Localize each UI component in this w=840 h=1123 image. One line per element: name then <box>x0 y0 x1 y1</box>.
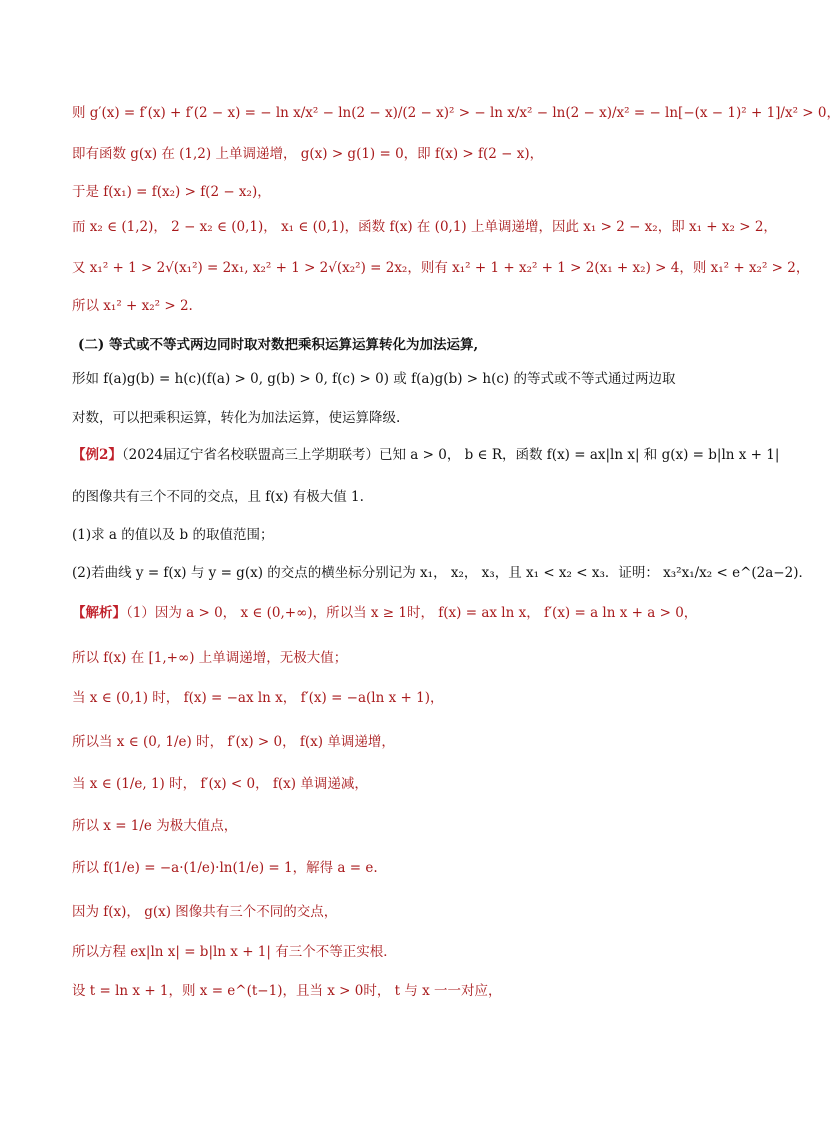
example-source: （2024届辽宁省名校联盟高三上学期联考）已知 a > 0， b ∈ R，函数 f(x) = ax|ln x| 和 g(x) = b|ln x + 1| <box>121 447 780 463</box>
section-heading: (二) 等式或不等式两边同时取对数把乘积运算运算转化为加法运算, <box>78 337 479 353</box>
section-description-2: 对数，可以把乘积运算，转化为加法运算，使运算降级. <box>72 410 401 426</box>
analysis-line-9: 所以方程 ex|ln x| = b|ln x + 1| 有三个不等正实根． <box>72 944 397 960</box>
question-1: (1)求 a 的值以及 b 的取值范围； <box>72 527 274 543</box>
analysis-line-6: 所以 x = 1/e 为极大值点， <box>72 818 238 834</box>
analysis-line-3: 当 x ∈ (0,1) 时， f(x) = −ax ln x， f′(x) = −a(ln x + 1)， <box>72 690 444 706</box>
analysis-line-8: 因为 f(x)， g(x) 图像共有三个不同的交点， <box>72 904 338 920</box>
question-2: (2)若曲线 y = f(x) 与 y = g(x) 的交点的横坐标分别记为 x₁， x₂， x₃，且 x₁ < x₂ < x₃．证明： x₃²x₁/x₂ < e^(2a−2)． <box>72 565 812 581</box>
monotonic-g-line: 即有函数 g(x) 在 (1,2) 上单调递增， g(x) > g(1) = 0，即 f(x) > f(2 − x)， <box>72 146 544 162</box>
analysis-line-7: 所以 f(1/e) = −a·(1/e)·ln(1/e) = 1，解得 a = e. <box>72 860 378 876</box>
range-line: 而 x₂ ∈ (1,2)， 2 − x₂ ∈ (0,1)， x₁ ∈ (0,1)，函数 f(x) 在 (0,1) 上单调递增，因此 x₁ > 2 − x₂，即 x₁ + x₂ > 2， <box>72 219 777 235</box>
example-tag: 【例2】 <box>72 447 122 463</box>
conclusion-line: 所以 x₁² + x₂² > 2. <box>72 298 193 314</box>
analysis-text-1: （1）因为 a > 0， x ∈ (0,+∞)，所以当 x ≥ 1时， f(x) = ax ln x， f′(x) = a ln x + a > 0， <box>126 605 698 621</box>
example-header <box>72 445 780 465</box>
analysis-line-1 <box>72 603 734 623</box>
analysis-line-4: 所以当 x ∈ (0, 1/e) 时， f′(x) > 0， f(x) 单调递增， <box>72 734 395 750</box>
section-description-1: 形如 f(a)g(b) = h(c)(f(a) > 0, g(b) > 0, f(c) > 0) 或 f(a)g(b) > h(c) 的等式或不等式通过两边取 <box>72 371 676 387</box>
analysis-line-2: 所以 f(x) 在 [1,+∞) 上单调递增，无极大值； <box>72 650 348 666</box>
derivative-line: 则 g′(x) = f′(x) + f′(2 − x) = − ln x/x² − ln(2 − x)/(2 − x)² > − ln x/x² − ln(2 − x)/x² = − ln[−(x − 1)² + 1]/x² > 0， <box>72 105 840 121</box>
analysis-line-5: 当 x ∈ (1/e, 1) 时， f′(x) < 0， f(x) 单调递减， <box>72 776 368 792</box>
inequality-line: 于是 f(x₁) = f(x₂) > f(2 − x₂)， <box>72 184 271 200</box>
example-statement: 的图像共有三个不同的交点，且 f(x) 有极大值 1. <box>72 489 364 505</box>
square-sum-line: 又 x₁² + 1 > 2√(x₁²) = 2x₁, x₂² + 1 > 2√(x₂²) = 2x₂，则有 x₁² + 1 + x₂² + 1 > 2(x₁ + x₂) > 4，则 x₁² + x₂² > 2， <box>72 260 810 276</box>
analysis-line-10: 设 t = ln x + 1，则 x = e^(t−1)，且当 x > 0时， t 与 x 一一对应， <box>72 983 502 999</box>
analysis-tag: 【解析】 <box>72 605 126 621</box>
